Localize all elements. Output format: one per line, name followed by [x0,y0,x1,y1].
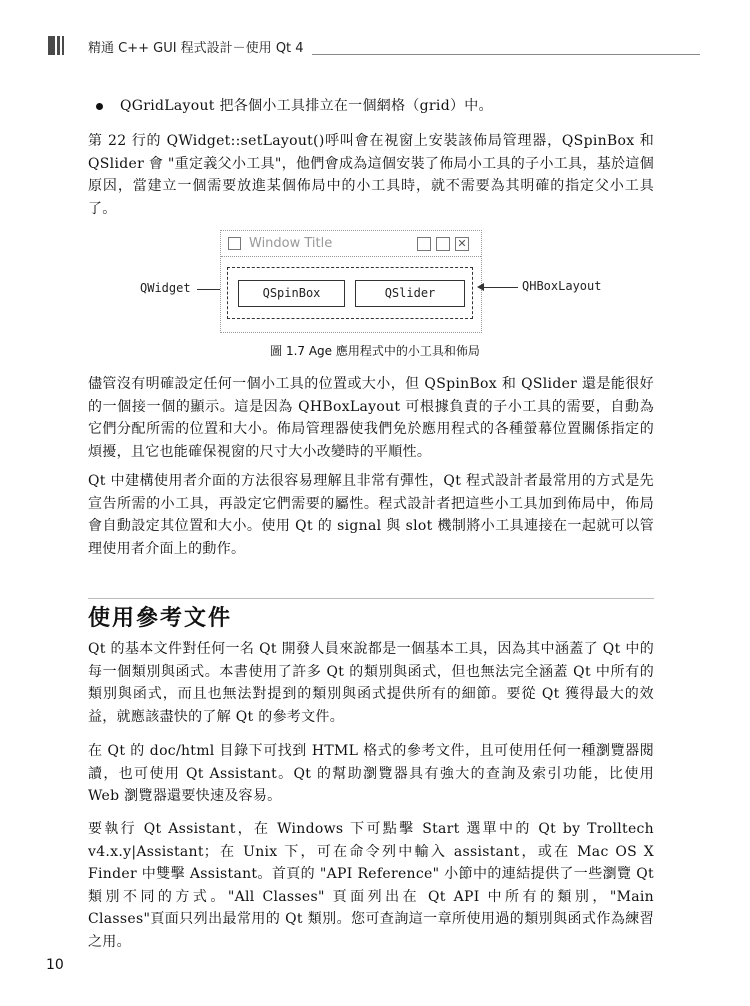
section-rule [88,598,654,599]
book-title: 精通 C++ GUI 程式設計－使用 Qt 4 [88,41,304,56]
section-title: 使用參考文件 [88,606,233,631]
header-bars-icon [48,36,68,55]
slider-widget: QSlider [355,280,465,307]
spinbox-widget: QSpinBox [238,280,345,307]
paragraph-reference-docs: Qt 的基本文件對任何一名 Qt 開發人員來說都是一個基本工具，因為其中涵蓋了 Qt 中的每一個類別與函式。本書使用了許多 Qt 的類別與函式，但也無法完全涵蓋 Qt 中所有的類別與函式，而且也無法對提到的類別與函式提供所有的細節。要從 Qt 獲得最大的效益，就應該盡快的了解 Qt 的參考文件。 [88,641,654,725]
running-header [48,33,700,59]
system-menu-icon [228,237,241,250]
qhboxlayout-label: QHBoxLayout [522,279,602,293]
paragraph-layout-explanation: 儘管沒有明確設定任何一個小工具的位置或大小，但 QSpinBox 和 QSlider 還是能很好的一個接一個的顯示。這是因為 QHBoxLayout 可根據負責的子小工具的需要，自動為它們分配所需的位置和大小。佈局管理器使我們免於應用程式的各種螢幕位置關係指定的煩擾，且它也能確保視窗的尺寸大小改變時的平順性。 [88,376,654,460]
bullet-icon [96,103,103,110]
paragraph-html-docs: 在 Qt 的 doc/html 目錄下可找到 HTML 格式的參考文件，且可使用任何一種瀏覽器閱讀，也可使用 Qt Assistant。Qt 的幫助瀏覽器具有強大的查詢及索引功能，比使用 Web 瀏覽器還要快速及容易。 [88,743,654,804]
page-number: 10 [46,957,64,973]
figure-caption: 圖 1.7 Age 應用程式中的小工具和佈局 [270,344,480,358]
hbox-layout-box [227,267,473,319]
header-rule [312,54,700,55]
paragraph-setlayout: 第 22 行的 QWidget::setLayout()呼叫會在視窗上安裝該佈局管理器，QSpinBox 和 QSlider 會 "重定義父小工具"，他們會成為這個安裝了佈局小工具的子小工具，基於這個原因，當建立一個需要放進某個佈局中的小工具時，就不需要為其明確的指定父小工具了。 [88,133,654,217]
window-titlebar [221,231,481,257]
window-mockup [220,230,482,333]
paragraph-run-assistant: 要執行 Qt Assistant，在 Windows 下可點擊 Start 選單中的 Qt by Trolltech v4.x.y|Assistant；在 Unix 下，可在命令列中輸入 assistant，或在 Mac OS X Finder 中雙擊 Assistant。首頁的 "API Reference" 小節中的連結提供了一些瀏覽 Qt 類別不同的方式。"All Classes" 頁面列出在 Qt API 中所有的類別，"Main Classes"頁面只列出最常用的 Qt 類別。您可查詢這一章所使用過的類別與函式作為練習之用。 [88,821,654,950]
paragraph-qt-approach: Qt 中建構使用者介面的方法很容易理解且非常有彈性，Qt 程式設計者最常用的方式是先宣告所需的小工具，再設定它們需要的屬性。程式設計者把這些小工具加到佈局中，佈局會自動設定其位置和大小。使用 Qt 的 signal 與 slot 機制將小工具連接在一起就可以管理使用者介面上的動作。 [88,473,654,557]
figure-widget-layout [140,228,610,338]
close-icon: ✕ [455,237,469,251]
bullet-text: QGridLayout 把各個小工具排立在一個網格（grid）中。 [120,98,493,114]
qwidget-label: QWidget [140,281,191,295]
window-title: Window Title [249,236,333,251]
minimize-icon [417,237,431,251]
arrow-line-right [482,287,518,288]
maximize-icon [436,237,450,251]
